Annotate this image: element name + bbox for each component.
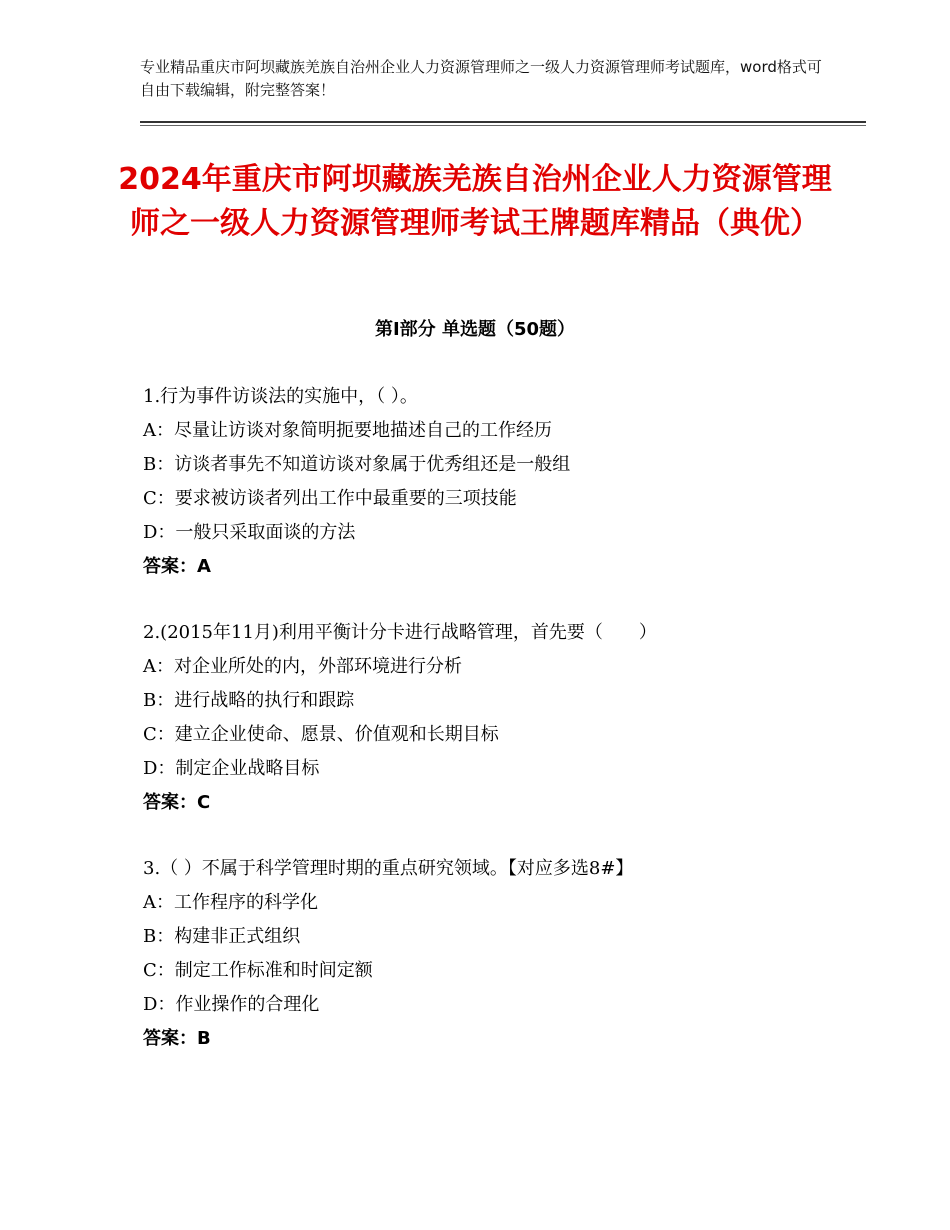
question-stem: 3.（ ）不属于科学管理时期的重点研究领域。【对应多选8#】: [143, 858, 634, 879]
option-c: C：建立企业使命、愿景、价值观和长期目标: [143, 724, 499, 745]
option-c: C：要求被访谈者列出工作中最重要的三项技能: [143, 488, 517, 509]
header-rule-thick: [140, 121, 866, 123]
option-d: D：一般只采取面谈的方法: [143, 522, 356, 543]
option-a: A：对企业所处的内，外部环境进行分析: [143, 656, 462, 677]
document-title: 2024年重庆市阿坝藏族羌族自治州企业人力资源管理师之一级人力资源管理师考试王牌题库精品（典优）: [118, 162, 832, 241]
section-title: 第Ⅰ部分 单选题（50题）: [374, 319, 575, 340]
option-b: B：构建非正式组织: [143, 926, 301, 947]
header-rule-thin: [140, 125, 866, 126]
question-stem: 2.(2015年11月)利用平衡计分卡进行战略管理，首先要（ ）: [143, 622, 657, 643]
question-1: [143, 380, 863, 584]
answer: 答案：A: [143, 556, 211, 577]
option-b: B：访谈者事先不知道访谈对象属于优秀组还是一般组: [143, 454, 571, 475]
question-2: [143, 616, 863, 820]
header-note: 专业精品重庆市阿坝藏族羌族自治州企业人力资源管理师之一级人力资源管理师考试题库，word格式可自由下载编辑，附完整答案！: [140, 58, 822, 99]
option-b: B：进行战略的执行和跟踪: [143, 690, 355, 711]
option-c: C：制定工作标准和时间定额: [143, 960, 373, 981]
question-3: [143, 852, 863, 1056]
option-d: D：制定企业战略目标: [143, 758, 320, 779]
option-a: A：工作程序的科学化: [143, 892, 318, 913]
question-list: [143, 380, 863, 1088]
option-d: D：作业操作的合理化: [143, 994, 320, 1015]
answer: 答案：B: [143, 1028, 211, 1049]
answer: 答案：C: [143, 792, 211, 813]
option-a: A：尽量让访谈对象简明扼要地描述自己的工作经历: [143, 420, 552, 441]
question-stem: 1.行为事件访谈法的实施中，（ ）。: [143, 386, 418, 407]
